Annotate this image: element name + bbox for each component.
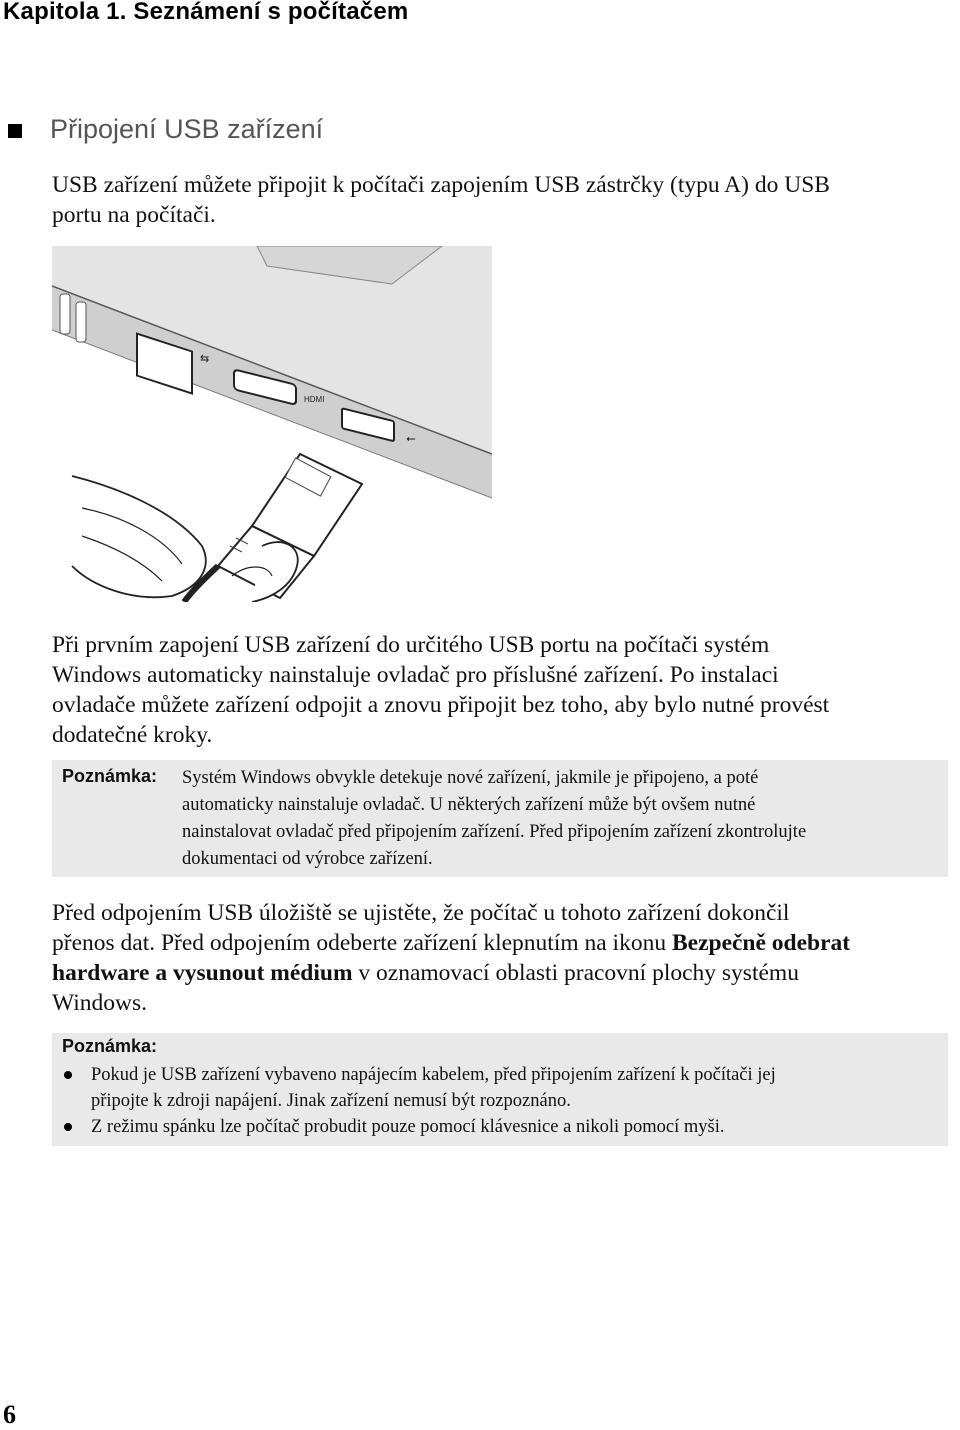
hdmi-label: HDMI (304, 395, 325, 404)
note-1-line-2: automaticky nainstaluje ovladač. U některých zařízení může být ovšem nutné (182, 795, 756, 815)
note-2-label: Poznámka: (62, 1036, 158, 1056)
svg-text:⭠: ⭠ (406, 431, 416, 445)
intro-line-2: portu na počítači. (52, 202, 216, 228)
removal-line-2-text: přenos dat. Před odpojením odeberte zařízení klepnutím na ikonu (52, 930, 672, 956)
note-1-label: Poznámka: (62, 766, 158, 786)
intro-line-1: USB zařízení můžete připojit k počítači zapojením USB zástrčky (typu A) do USB (52, 172, 830, 198)
note-2-list (52, 1062, 948, 1140)
safely-remove-term-part-2: hardware a vysunout médium (52, 960, 353, 986)
removal-line-2 (52, 928, 952, 958)
usb-connection-illustration (52, 246, 492, 602)
removal-line-1: Před odpojením USB úložiště se ujistěte, že počítač u tohoto zařízení dokončil (52, 900, 790, 926)
bullet-dot-icon (64, 1071, 72, 1079)
note-box-2 (52, 1033, 948, 1146)
section-heading (8, 114, 323, 145)
bullet-1-line-2: připojte k zdroji napájení. Jinak zařízení nemusí být rozpoznáno. (91, 1091, 571, 1111)
laptop-usb-port-drawing (52, 246, 492, 602)
chapter-title: Kapitola 1. Seznámení s počítačem (3, 0, 409, 25)
list-item (52, 1062, 948, 1114)
driver-line-2: Windows automaticky nainstaluje ovladač pro příslušné zařízení. Po instalaci (52, 662, 779, 688)
driver-line-3: ovladače můžete zařízení odpojit a znovu připojit bez toho, aby bylo nutné provést (52, 692, 830, 718)
page-number: 6 (3, 1400, 16, 1429)
removal-line-4: Windows. (52, 990, 148, 1016)
section-title: Připojení USB zařízení (50, 114, 324, 144)
intro-paragraph (52, 170, 952, 230)
driver-line-1: Při prvním zapojení USB zařízení do určitého USB portu na počítači systém (52, 632, 770, 658)
note-1-line-1: Systém Windows obvykle detekuje nové zařízení, jakmile je připojeno, a poté (182, 768, 759, 788)
safely-remove-term-part-1: Bezpečně odebrat (671, 930, 851, 956)
note-1-line-4: dokumentaci od výrobce zařízení. (182, 849, 433, 869)
svg-text:⇆: ⇆ (200, 353, 210, 365)
list-item (52, 1114, 948, 1140)
bullet-dot-icon (64, 1123, 72, 1131)
removal-line-3 (52, 958, 952, 988)
section-bullet-icon (8, 124, 22, 138)
note-box-1 (52, 760, 948, 877)
removal-line-3-text: v oznamovací oblasti pracovní plochy systému (352, 960, 799, 986)
removal-paragraph (52, 898, 952, 1018)
note-1-text (182, 765, 942, 873)
driver-line-4: dodatečné kroky. (52, 722, 213, 748)
note-1-line-3: nainstalovat ovladač před připojením zařízení. Před připojením zařízení zkontrolujte (182, 822, 807, 842)
bullet-1-line-1: Pokud je USB zařízení vybaveno napájecím kabelem, před připojením zařízení k počítači jej (91, 1065, 776, 1085)
bullet-2-line-1: Z režimu spánku lze počítač probudit pouze pomocí klávesnice a nikoli pomocí myši. (91, 1117, 725, 1137)
driver-paragraph (52, 630, 952, 750)
